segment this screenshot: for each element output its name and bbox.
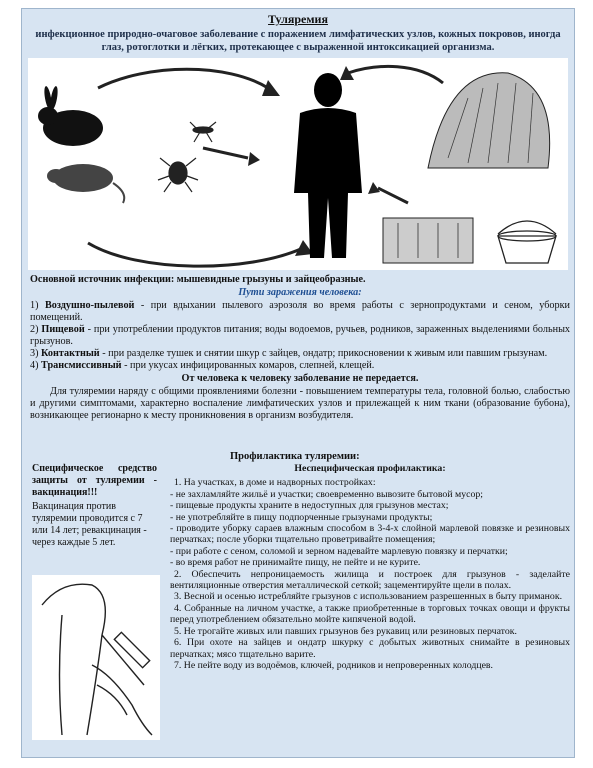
vaccination-illustration — [32, 575, 160, 740]
route-name: Контактный — [41, 348, 100, 359]
symptoms-paragraph: Для туляремии наряду с общими проявлениями болезни - повышением температуры тела, головной болью, слабостью и другими симптомами, характерно воспаление лимфатических узлов и прилежащей к ним ткани (образование бубона), возникающее регионарно к месту проникновения в организм возбудителя. — [30, 386, 570, 421]
prevention-line: 2. Обеспечить непроницаемость жилища и построек для грызунов - заделайте вентиляционные отверстия металлической сеткой; зацементируйте щели в полах. — [170, 568, 570, 592]
no-human-transmission: От человека к человеку заболевание не передается. — [181, 373, 419, 384]
bucket-icon — [498, 221, 556, 263]
route-item: 2) Пищевой - при употреблении продуктов питания; воды водоемов, ручьев, родников, зараженных выделениями больных грызунов. — [30, 324, 571, 347]
header — [28, 12, 568, 54]
nonspecific-heading: Неспецифическая профилактика: — [294, 463, 446, 474]
route-name: Трансмиссивный — [41, 360, 122, 371]
transmission-illustration — [28, 58, 568, 270]
human-silhouette-icon — [294, 73, 362, 258]
rabbit-icon — [38, 86, 103, 146]
prevention-line: - при работе с сеном, соломой и зерном надевайте марлевую повязку и перчатки; — [170, 545, 508, 557]
rodent-icon — [47, 164, 124, 203]
nonspecific-prevention — [170, 463, 570, 671]
paths-title: Пути заражения человека: — [238, 287, 362, 298]
illustration-svg — [28, 58, 568, 270]
prevention-line: - во время работ не принимайте пищу, не пейте и не курите. — [170, 557, 421, 569]
prevention-line: - пищевые продукты храните в недоступных для грызунов местах; — [170, 500, 449, 512]
tick-icon — [158, 158, 198, 192]
prevention-line: - не употребляйте в пищу подпорченные грызунами продукты; — [170, 511, 433, 523]
route-name: Пищевой — [41, 324, 85, 335]
water-source-icon — [383, 218, 473, 263]
arrow-icon — [98, 69, 268, 88]
infection-source: Основной источник инфекции: мышевидные грызуны и зайцеобразные. — [30, 274, 366, 285]
route-name: Воздушно-пылевой — [44, 300, 135, 311]
arrow-icon — [348, 66, 443, 83]
prevention-line: 3. Весной и осенью истребляйте грызунов с использованием разрешенных в быту приманок. — [174, 591, 563, 603]
vaccination-text: Вакцинация против туляремии проводится с 7 или 14 лет; ревакцинация - через каждые 5 лет. — [32, 501, 147, 548]
arrow-icon — [88, 243, 303, 266]
prevention-line: 4. Собранные на личном участке, а также приобретенные в торговых точках овощи и фрукты перед употреблением обязательно мойте кипяченой водой. — [170, 602, 570, 626]
syringe-icon — [32, 575, 160, 740]
specific-heading: Специфическое средство защиты от туляремии - вакцинация!!! — [32, 463, 157, 498]
route-item: 1) Воздушно-пылевой - при вдыхании пылевого аэрозоля во время работы с зернопродуктами и сеном, уборки помещений. — [30, 300, 570, 323]
arrow-icon — [378, 188, 408, 203]
prevention-line: 7. Не пейте воду из водоёмов, ключей, родников и непроверенных колодцев. — [174, 659, 494, 671]
route-item: 4) Трансмиссивный - при укусах инфицированных комаров, слепней, клещей. — [30, 360, 375, 371]
haystack-icon — [428, 73, 550, 168]
prevention-line: 1. На участках, в доме и надворных постройках: — [174, 477, 376, 489]
specific-prevention — [32, 463, 157, 549]
prevention-line: 5. Не трогайте живых или павших грызунов без рукавиц или резиновых перчаток. — [174, 625, 517, 637]
arrow-icon — [203, 148, 248, 158]
page-subtitle: инфекционное природно-очаговое заболевание с поражением лимфатических узлов, кожных покровов, иногда глаз, ротоглотки и лёгких, протекающее с выраженной интоксикацией организма. — [35, 29, 561, 53]
prevention-line: 6. При охоте на зайцев и ондатр шкурку с добытых животных снимайте в резиновых перчатках; мясо тщательно варите. — [170, 637, 570, 660]
route-item: 3) Контактный - при разделке тушек и снятии шкур с зайцев, ондатр; прикосновении к живым или павшим грызунам. — [30, 348, 548, 359]
page-title: Туляремия — [268, 12, 328, 26]
prevention-line: - не захламляйте жильё и участки; своевременно вывозите бытовой мусор; — [170, 488, 483, 500]
prevention-title: Профилактика туляремии: — [230, 451, 360, 462]
main-text — [30, 274, 570, 422]
prevention-line: - проводите уборку сараев влажным способом в 3-4-х слойной марлевой повязке и резиновых перчатках; после уборки тщательно проветривайте помещения; — [170, 523, 570, 546]
mosquito-icon — [190, 122, 216, 142]
